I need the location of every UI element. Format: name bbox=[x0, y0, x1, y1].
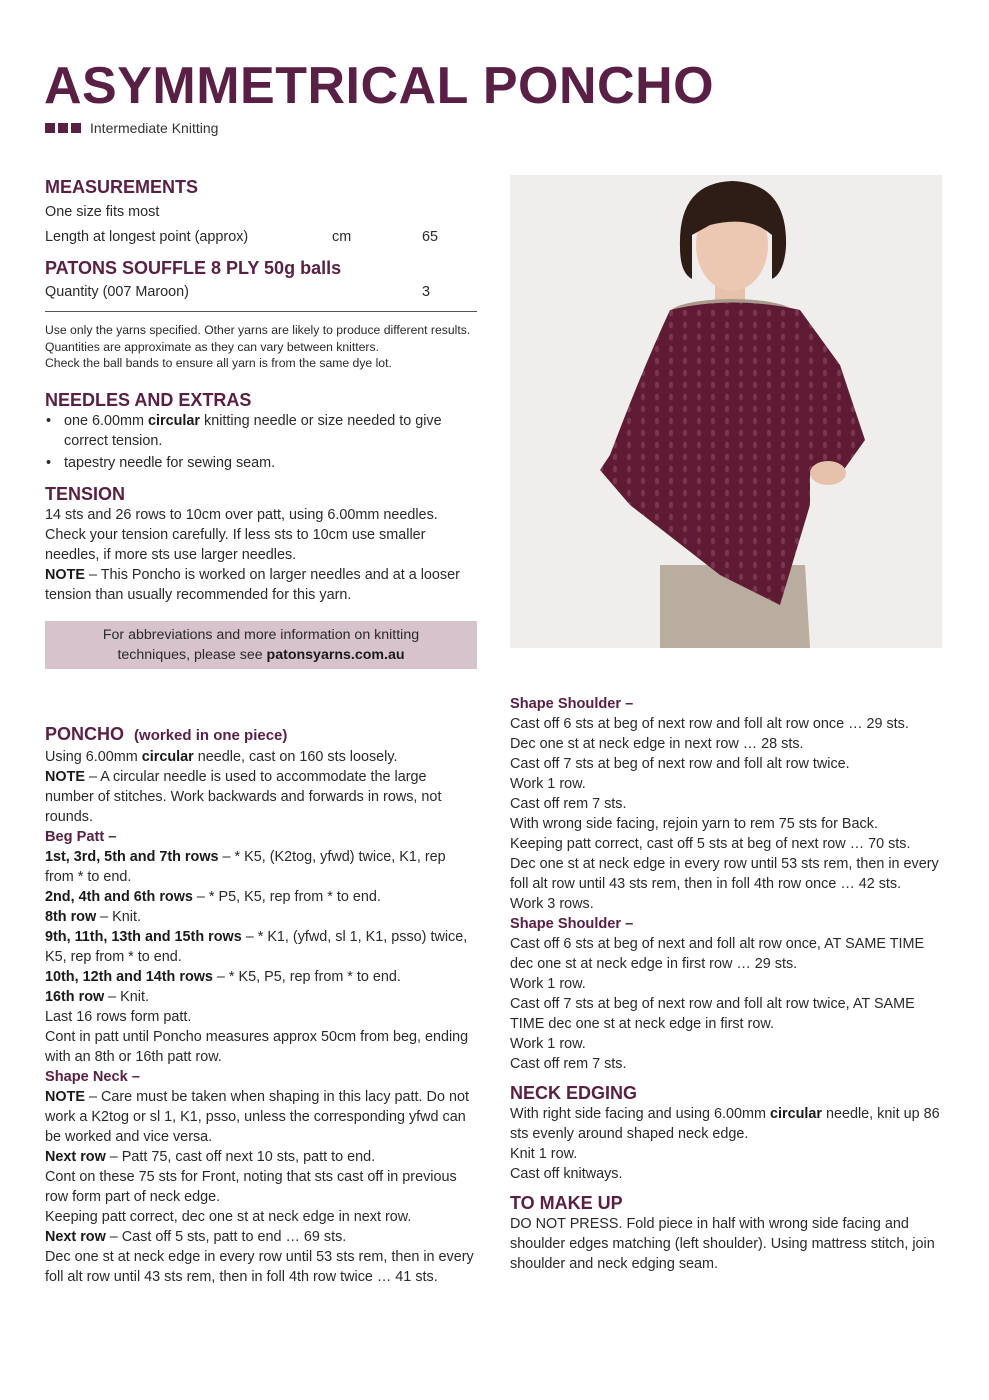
beg-patt-subheading: Beg Patt – bbox=[45, 829, 117, 845]
size-text: One size fits most bbox=[45, 204, 160, 220]
poncho-illustration bbox=[510, 175, 942, 648]
keeping-text: Keeping patt correct, dec one st at neck edge in next row. bbox=[45, 1209, 412, 1225]
divider bbox=[45, 311, 477, 312]
measurements-heading: MEASUREMENTS bbox=[45, 177, 199, 197]
next-row-1: Next row – Patt 75, cast off next 10 sts, patt to end. bbox=[45, 1149, 376, 1165]
cont-text: Cont in patt until Poncho measures approx 50cm from beg, ending with an 8th or 16th patt row. bbox=[45, 1029, 469, 1065]
instruction-line: Dec one st at neck edge in next row … 28 sts. bbox=[510, 736, 804, 752]
instruction-line: Cast off rem 7 sts. bbox=[510, 796, 627, 812]
level-square-icon bbox=[45, 123, 55, 133]
length-row bbox=[45, 227, 477, 247]
cont-front-text: Cont on these 75 sts for Front, noting that sts cast off in previous row form part of neck edge. bbox=[45, 1169, 457, 1205]
poncho-heading: PONCHO (worked in one piece) bbox=[45, 724, 288, 744]
instruction-line: Cast off 7 sts at beg of next row and foll alt row twice. bbox=[510, 756, 850, 772]
quantity-value: 3 bbox=[422, 284, 431, 300]
length-value: 65 bbox=[422, 229, 439, 245]
poncho-note: NOTE – A circular needle is used to accommodate the large number of stitches. Work backwards and forwards in rows, not rounds. bbox=[45, 769, 442, 825]
quantity-row bbox=[45, 282, 477, 302]
length-unit: cm bbox=[332, 229, 352, 245]
instruction-line: Work 1 row. bbox=[510, 1036, 586, 1052]
instruction-line: Work 3 rows. bbox=[510, 896, 594, 912]
model-photo bbox=[510, 175, 942, 648]
left-column-top bbox=[45, 176, 477, 669]
length-label: Length at longest point (approx) bbox=[45, 229, 249, 245]
instruction-line: Work 1 row. bbox=[510, 776, 586, 792]
shape-shoulder-subheading: Shape Shoulder – bbox=[510, 916, 634, 932]
left-column-pattern bbox=[45, 723, 477, 1287]
level-square-icon bbox=[71, 123, 81, 133]
right-column bbox=[510, 694, 942, 1274]
needles-heading: NEEDLES AND EXTRAS bbox=[45, 389, 252, 410]
needles-item: • one 6.00mm circular knitting needle or size needed to give correct tension. bbox=[45, 411, 477, 451]
skill-level-label: Intermediate Knitting bbox=[90, 120, 219, 136]
instruction-line: Cast off 6 sts at beg of next and foll alt row once, AT SAME TIME dec one st at neck edge in first row … 29 sts. bbox=[510, 936, 925, 972]
next-row-2: Next row – Cast off 5 sts, patt to end … 69 sts. bbox=[45, 1229, 347, 1245]
needles-list bbox=[45, 411, 477, 473]
neck-knit-text: Knit 1 row. bbox=[510, 1146, 578, 1162]
shape-shoulder-subheading: Shape Shoulder – bbox=[510, 696, 634, 712]
pattern-row: 1st, 3rd, 5th and 7th rows – * K5, (K2tog, yfwd) twice, K1, rep from * to end. bbox=[45, 849, 446, 885]
quantity-label: Quantity (007 Maroon) bbox=[45, 284, 189, 300]
last16-text: Last 16 rows form patt. bbox=[45, 1009, 192, 1025]
pattern-row: 10th, 12th and 14th rows – * K5, P5, rep from * to end. bbox=[45, 969, 401, 985]
make-up-text: DO NOT PRESS. Fold piece in half with wrong side facing and shoulder edges matching (left shoulder). Using mattress stitch, join shoulder and neck edging seam. bbox=[510, 1216, 935, 1272]
tension-heading: TENSION bbox=[45, 483, 126, 504]
abbreviations-box: For abbreviations and more information on knitting techniques, please see patonsyarns.com.au bbox=[45, 621, 477, 669]
instruction-line: Cast off rem 7 sts. bbox=[510, 1056, 627, 1072]
instruction-line: Cast off 6 sts at beg of next row and foll alt row once … 29 sts. bbox=[510, 716, 909, 732]
shape-neck-subheading: Shape Neck – bbox=[45, 1069, 140, 1085]
yarn-note-3: Check the ball bands to ensure all yarn is from the same dye lot. bbox=[45, 356, 392, 370]
tension-text: 14 sts and 26 rows to 10cm over patt, using 6.00mm needles. Check your tension carefully. If less sts to 10cm use smaller needles, if more sts use larger needles. bbox=[45, 506, 438, 563]
yarn-heading: PATONS SOUFFLE 8 PLY 50g balls bbox=[45, 258, 342, 278]
yarn-note-2: Quantities are approximate as they can vary between knitters. bbox=[45, 339, 379, 354]
needles-item: • tapestry needle for sewing seam. bbox=[45, 453, 477, 473]
instruction-line: Cast off 7 sts at beg of next row and foll alt row twice, AT SAME TIME dec one st at neck edge in first row. bbox=[510, 996, 915, 1032]
page-title: ASYMMETRICAL PONCHO bbox=[44, 57, 715, 115]
instruction-line: Dec one st at neck edge in every row until 53 sts rem, then in every foll alt row until 43 sts rem, then in foll 4th row once … 42 sts. bbox=[510, 856, 939, 892]
cast-on-text: Using 6.00mm circular needle, cast on 160 sts loosely. bbox=[45, 749, 398, 765]
instruction-line: With wrong side facing, rejoin yarn to rem 75 sts for Back. bbox=[510, 816, 878, 832]
pattern-row: 9th, 11th, 13th and 15th rows – * K1, (yfwd, sl 1, K1, psso) twice, K5, rep from * to end. bbox=[45, 929, 468, 965]
neck-cast-text: Cast off knitways. bbox=[510, 1166, 623, 1182]
make-up-heading: TO MAKE UP bbox=[510, 1193, 623, 1213]
yarn-note-1: Use only the yarns specified. Other yarns are likely to produce different results. bbox=[45, 323, 471, 337]
instruction-line: Work 1 row. bbox=[510, 976, 586, 992]
neck-edging-heading: NECK EDGING bbox=[510, 1083, 638, 1103]
dec-text: Dec one st at neck edge in every row until 53 sts rem, then in every foll alt row until 43 sts rem, then in foll 4th row twice … 41 sts. bbox=[45, 1249, 474, 1285]
pattern-row: 8th row – Knit. bbox=[45, 909, 141, 925]
pattern-row: 16th row – Knit. bbox=[45, 989, 149, 1005]
website-link[interactable]: patonsyarns.com.au bbox=[266, 646, 405, 663]
tension-note: NOTE – This Poncho is worked on larger needles and at a looser tension than usually recommended for this yarn. bbox=[45, 566, 460, 603]
pattern-row: 2nd, 4th and 6th rows – * P5, K5, rep from * to end. bbox=[45, 889, 381, 905]
neck-note: NOTE – Care must be taken when shaping in this lacy patt. Do not work a K2tog or sl 1, K1, psso, unless the corresponding yfwd can be worked and vice versa. bbox=[45, 1089, 469, 1145]
level-square-icon bbox=[58, 123, 68, 133]
skill-level bbox=[45, 120, 218, 136]
instruction-line: Keeping patt correct, cast off 5 sts at beg of next row … 70 sts. bbox=[510, 836, 911, 852]
neck-edging-text: With right side facing and using 6.00mm circular needle, knit up 86 sts evenly around shaped neck edge. bbox=[510, 1106, 940, 1142]
